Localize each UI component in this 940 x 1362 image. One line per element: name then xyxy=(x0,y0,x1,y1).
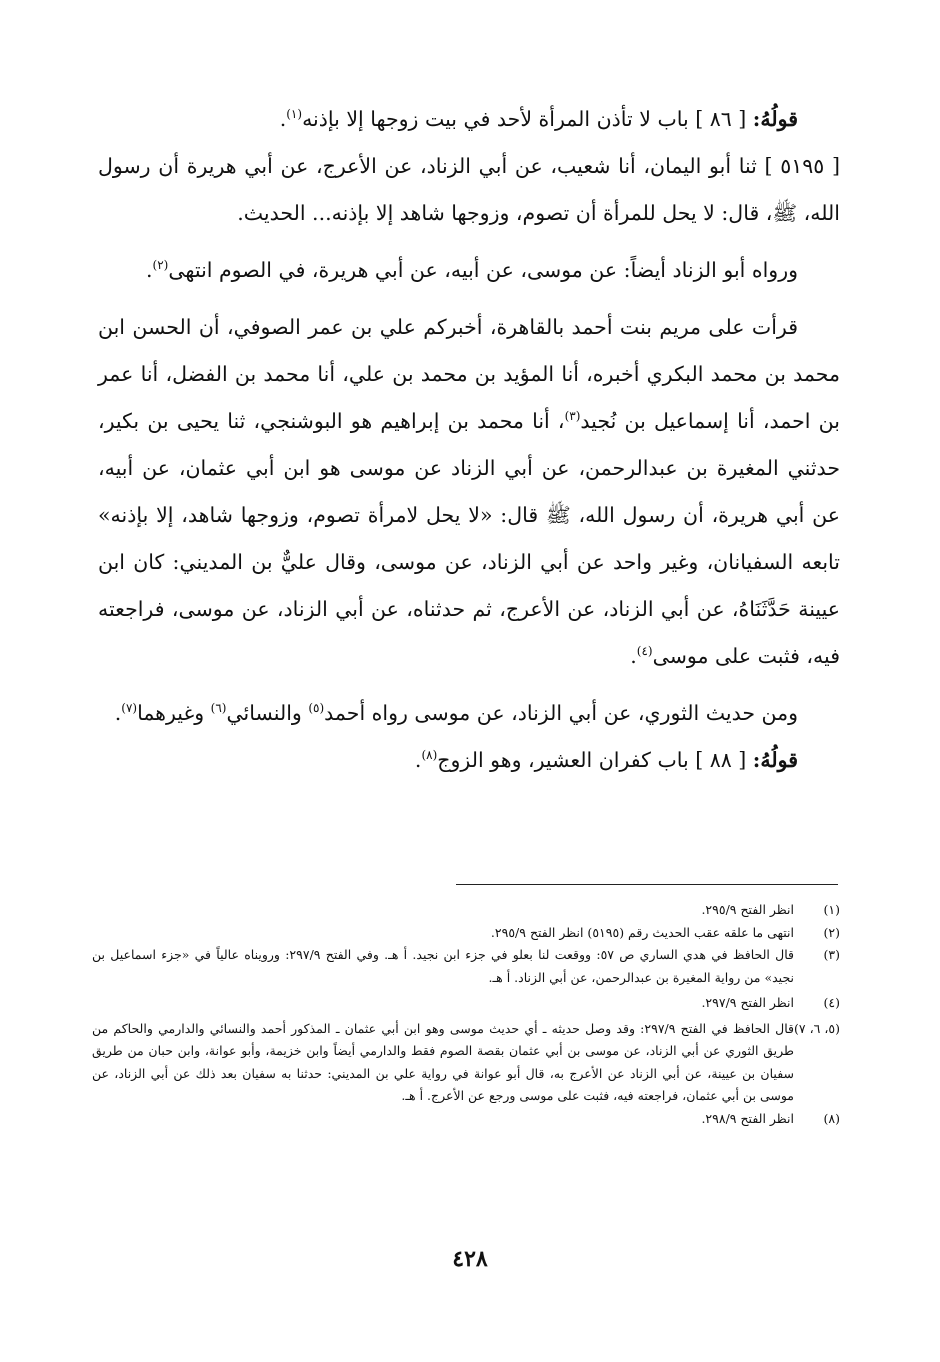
footnote-ref: (٦) xyxy=(210,701,227,716)
footnote-ref: (٣) xyxy=(564,409,581,424)
heading-paragraph-86: قولُهُ: [ ٨٦ ] باب لا تأذن المرأة لأحد في بيت زوجها إلا بإذنه$^{(١)}$. xyxy=(279,107,798,131)
footnote-item xyxy=(92,1108,840,1131)
footnote-item xyxy=(92,922,840,945)
footnote-number: (٣) xyxy=(823,947,840,962)
footnote-item xyxy=(92,992,840,1015)
footnote-text: قال الحافظ في هدي الساري ص ٥٧: ووقعت لنا بعلو في جزء ابن نجيد. أ هـ. وفي الفتح ٢٩٧/٩: ورويناه عالياً في «جزء اسماعيل بن نجيد» من رواية المغيرة بن عبدالرحمن، عن أبي الزناد. أ هـ. xyxy=(92,947,794,985)
footnote-text: انظر الفتح ٢٩٧/٩. xyxy=(701,995,794,1010)
chapter-heading: [ ٨٨ ] باب كفران العشير، وهو الزوج xyxy=(437,748,753,772)
footnote-separator xyxy=(456,884,838,885)
footnote-ref: (٢) xyxy=(152,258,169,273)
footnote-item xyxy=(92,1018,840,1108)
footnote-ref: (٧) xyxy=(121,701,138,716)
isnad-text: قرأت على مريم بنت أحمد بالقاهرة، أخبركم علي بن عمر الصوفي، أن الحسن ابن محمد بن محمد البكري أخبره، أنا المؤيد بن محمد بن علي، أنا محمد بن الفضل، أنا عمر بن احمد، أنا إسماعيل بن نُجيد xyxy=(98,315,840,433)
footnote-number: (١) xyxy=(823,902,840,917)
narration-text: ورواه أبو الزناد أيضاً: عن موسى، عن أبيه، عن أبي هريرة، في الصوم انتهى xyxy=(168,258,798,282)
footnote-number: (٢) xyxy=(823,924,840,940)
chapter-heading: [ ٨٦ ] باب لا تأذن المرأة لأحد في بيت زوجها إلا بإذنه xyxy=(302,107,753,131)
heading-paragraph-88: قولُهُ: [ ٨٨ ] باب كفران العشير، وهو الزوج$^{(٨)}$. xyxy=(414,748,798,772)
footnote-number: (٥، ٦، ٧) xyxy=(794,1020,840,1036)
footnote-ref: (٥) xyxy=(308,701,325,716)
footnote-text: قال الحافظ في الفتح ٢٩٧/٩: وقد وصل حديثه ـ أي حديث موسى وهو ابن أبي عثمان ـ المذكور أحمد والنسائي والدارمي والحاكم من طريق الثوري عن أبي الزناد، عن موسى بن أبي عثمان بقصة الصوم فقط والدارمي أيضاً وابن خزيمة، وأبو عوانة، وابن حبان من طريق سفيان بن عيينة، عن أبي الزناد عن الأعرج به، قال أبو عوانة في رواية علي بن المديني: حدثنا به سفيان بعد ذلك عن أبي الزناد، عن موسى بن أبي عثمان، فراجعته فيه، فثبت على موسى ورجع عن الأعرج. أ هـ. xyxy=(92,1020,794,1103)
footnotes xyxy=(92,899,840,1130)
footnote-number: (٨) xyxy=(823,1110,840,1126)
qawluhu-lead: قولُهُ: xyxy=(752,107,798,131)
page-number: ٤٢٨ xyxy=(452,1246,488,1272)
footnote-item xyxy=(92,899,840,922)
footnote-text: انتهى ما علقه عقب الحديث رقم (٥١٩٥) انظر الفتح ٢٩٥/٩. xyxy=(490,924,794,940)
footnote-item xyxy=(92,944,840,989)
hadith-paragraph xyxy=(98,143,840,237)
footnote-ref: (٤) xyxy=(636,644,653,659)
qawluhu-lead: قولُهُ: xyxy=(752,748,798,772)
thawri-paragraph: ومن حديث الثوري، عن أبي الزناد، عن موسى رواه أحمد$^{(٥)}$ والنسائي$^{(٦)}$ وغيرهما$^{(٧)}$. xyxy=(114,701,798,725)
footnote-text: انظر الفتح ٢٩٨/٩. xyxy=(701,1110,794,1126)
hadith-text: [ ٥١٩٥ ] ثنا أبو اليمان، أنا شعيب، عن أبي الزناد، عن الأعرج، عن أبي هريرة أن رسول الله، ﷺ، قال: لا يحل للمرأة أن تصوم، وزوجها شاهد إلا بإذنه... الحديث. xyxy=(98,154,840,225)
main-text xyxy=(98,96,840,784)
footnote-ref: (٨) xyxy=(421,748,438,763)
narration-paragraph: ورواه أبو الزناد أيضاً: عن موسى، عن أبيه، عن أبي هريرة، في الصوم انتهى$^{(٢)}$. xyxy=(145,258,798,282)
isnad-paragraph: قرأت على مريم بنت أحمد بالقاهرة، أخبركم علي بن عمر الصوفي، أن الحسن ابن محمد بن محمد البكري أخبره، أنا المؤيد بن محمد بن علي، أنا محمد بن الفضل، أنا عمر بن احمد، أنا إسماعيل بن نُجيد$^{(٣)}$، أنا محمد بن إبراهيم هو البوشنجي، ثنا يحيى بن بكير، حدثني المغيرة بن عبدالرحمن، عن أبي الزناد عن موسى هو ابن أبي عثمان، عن أبيه، عن أبي هريرة، أن رسول الله، ﷺ قال: «لا يحل لامرأة تصوم، وزوجها شاهد، إلا بإذنه» تابعه السفيانان، وغير واحد عن أبي الزناد، عن موسى، وقال عليٌّ بن المديني: كان ابن عيينة حَدَّثَنَاهُ، عن أبي الزناد، عن الأعرج، ثم حدثناه، عن أبي الزناد، عن موسى، فراجعته فيه، فثبت على موسى$^{(٤)}$. xyxy=(98,315,840,668)
footnote-ref: (١) xyxy=(286,107,303,122)
footnote-number: (٤) xyxy=(823,995,840,1010)
thawri-text: ومن حديث الثوري، عن أبي الزناد، عن موسى رواه أحمد xyxy=(324,701,798,725)
footnote-text: انظر الفتح ٢٩٥/٩. xyxy=(701,902,794,917)
